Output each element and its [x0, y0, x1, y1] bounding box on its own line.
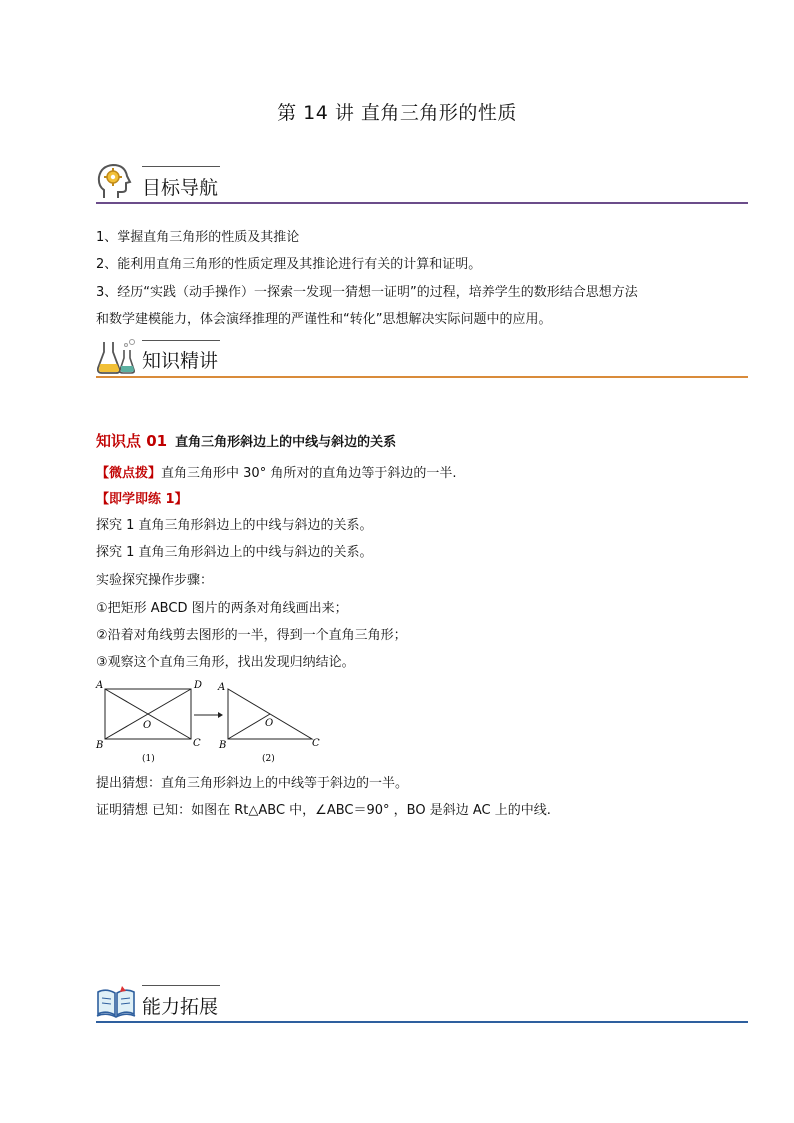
label-c1: C	[193, 738, 201, 749]
flask-icon	[96, 336, 140, 380]
head-gear-icon	[96, 162, 134, 206]
objective-line: 2、能利用直角三角形的性质定理及其推论进行有关的计算和证明。	[96, 257, 482, 272]
tip-line	[96, 465, 456, 483]
label-c2: C	[312, 738, 320, 749]
section-top-rule	[142, 340, 220, 341]
objective-line: 和数学建模能力，体会演绎推理的严谨性和“转化”思想解决实际问题中的应用。	[96, 312, 552, 327]
caption-1: (1)	[142, 754, 155, 764]
objective-line: 1、掌握直角三角形的性质及其推论	[96, 230, 300, 245]
body-line: ③观察这个直角三角形，找出发现归纳结论。	[96, 655, 355, 670]
label-o1: O	[143, 720, 152, 731]
conclusion-line: 证明猜想 已知：如图在 Rt△ABC 中，∠ABC＝90° ，BO 是斜边 AC 上的中线.	[96, 803, 551, 818]
book-icon	[96, 984, 136, 1024]
tip-tag: 【微点拨】	[96, 466, 162, 481]
page-title: 第 14 讲 直角三角形的性质	[277, 102, 517, 124]
label-b2: B	[219, 740, 227, 751]
tip-text: 直角三角形中 30° 角所对的直角边等于斜边的一半.	[161, 466, 457, 481]
body-line: ②沿着对角线剪去图形的一半，得到一个直角三角形；	[96, 628, 407, 643]
caption-2: (2)	[262, 754, 275, 764]
rectangle-to-triangle-figure	[94, 678, 334, 768]
label-b1: B	[96, 740, 104, 751]
knowledge-point-title: 直角三角形斜边上的中线与斜边的关系	[175, 435, 397, 450]
section-top-rule	[142, 166, 220, 167]
label-a1: A	[96, 680, 104, 691]
median-bo	[228, 714, 270, 739]
body-line: 实验探究操作步骤：	[96, 573, 214, 588]
label-o2: O	[265, 718, 274, 729]
section-rule	[96, 202, 748, 204]
section-heading: 目标导航	[142, 177, 219, 199]
practice-tag: 【即学即练 1】	[96, 492, 188, 507]
knowledge-point-heading	[96, 430, 396, 451]
section-header-knowledge	[96, 334, 748, 380]
body-line: ①把矩形 ABCD 图片的两条对角线画出来；	[96, 601, 348, 616]
body-line: 探究 1 直角三角形斜边上的中线与斜边的关系。	[96, 518, 373, 533]
conclusion-line: 提出猜想：直角三角形斜边上的中线等于斜边的一半。	[96, 776, 409, 791]
section-heading: 知识精讲	[142, 350, 219, 372]
section-heading: 能力拓展	[142, 996, 219, 1018]
section-rule	[96, 1021, 748, 1023]
knowledge-point-label: 知识点 01	[96, 432, 168, 450]
label-a2: A	[218, 682, 226, 693]
objective-line: 3、经历“实践（动手操作）一探索一发现一猜想一证明”的过程，培养学生的数形结合思想方法	[96, 285, 638, 300]
section-top-rule	[142, 985, 220, 986]
body-line: 探究 1 直角三角形斜边上的中线与斜边的关系。	[96, 545, 373, 560]
section-rule	[96, 376, 748, 378]
label-d1: D	[194, 680, 203, 691]
section-header-goals	[96, 160, 748, 206]
arrow-head	[218, 712, 223, 718]
section-header-extension	[96, 980, 748, 1026]
